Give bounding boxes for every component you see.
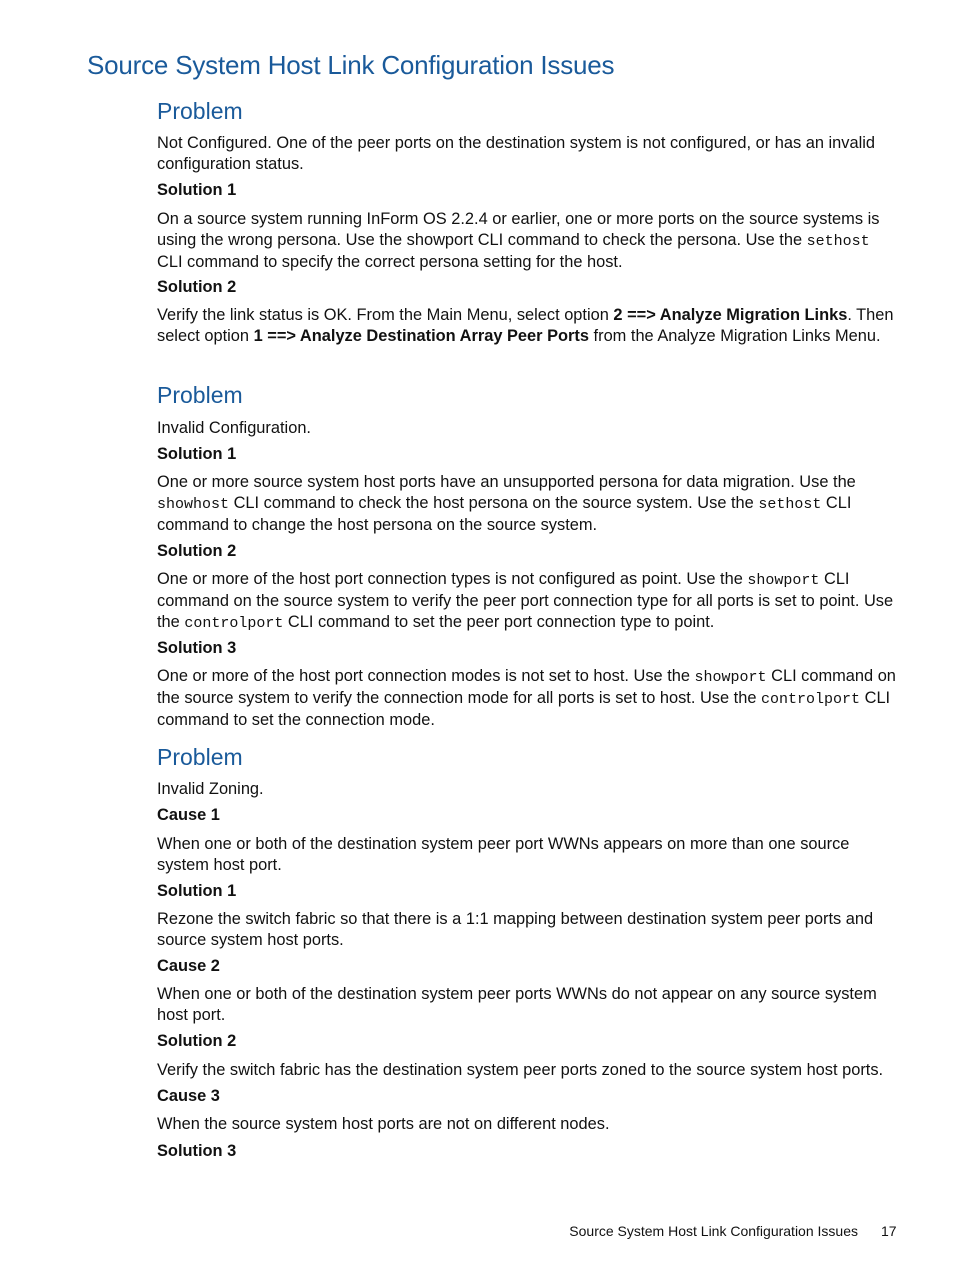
cause-text: When one or both of the destination system peer ports WWNs do not appear on any source system host port. (157, 985, 877, 1024)
footer-running-title: Source System Host Link Configuration Issues (569, 1223, 858, 1239)
solution-label: Solution 3 (157, 1142, 237, 1160)
cli-command: showport (747, 572, 820, 589)
cause-label: Cause 2 (157, 957, 220, 975)
solution-text: One or more of the host port connection modes is not set to host. Use the showport CLI command on the source system to verify the connection mode for all ports is set to host. Use the controlport CLI command to set the connection mode. (157, 667, 896, 729)
solution-text: Verify the switch fabric has the destination system peer ports zoned to the source system host ports. (157, 1061, 884, 1079)
solution-label: Solution 2 (157, 1032, 237, 1050)
solution-text: One or more of the host port connection types is not configured as point. Use the showport CLI command on the source system to verify the peer port connection type for all ports is set to point. Use the controlport CLI command to set the peer port connection type to point. (157, 570, 894, 632)
page-number: 17 (881, 1223, 897, 1239)
solution-text: Rezone the switch fabric so that there is a 1:1 mapping between destination system peer ports and source system host ports. (157, 910, 874, 949)
solution-label: Solution 3 (157, 639, 237, 657)
cli-command: controlport (761, 691, 861, 708)
cause-label: Cause 3 (157, 1087, 220, 1105)
cli-command: sethost (758, 496, 822, 513)
solution-label: Solution 2 (157, 542, 237, 560)
problem-description: Invalid Configuration. (157, 419, 311, 437)
cause-text: When the source system host ports are not on different nodes. (157, 1115, 610, 1133)
problem-description: Not Configured. One of the peer ports on the destination system is not configured, or has an invalid configuration status. (157, 134, 875, 173)
solution-text: One or more source system host ports have an unsupported persona for data migration. Use the showhost CLI command to check the host persona on the source system. Use the sethost CLI command to change the host persona on the source system. (157, 473, 856, 534)
solution-label: Solution 1 (157, 882, 237, 900)
solution-text: On a source system running InForm OS 2.2.4 or earlier, one or more ports on the source systems is using the wrong persona. Use the showport CLI command to check the persona. Use the sethost CLI command to specify the correct persona setting for the host. (157, 210, 880, 271)
problem-description: Invalid Zoning. (157, 780, 264, 798)
problem-heading: Problem (157, 382, 243, 408)
cli-command: sethost (806, 233, 870, 250)
solution-text: Verify the link status is OK. From the Main Menu, select option 2 ==> Analyze Migration Links. Then select option 1 ==> Analyze Destination Array Peer Ports from the Analyze Migration Links Menu. (157, 306, 894, 345)
cli-command: showport (694, 669, 767, 686)
cli-command: showhost (157, 496, 230, 513)
solution-label: Solution 2 (157, 278, 237, 296)
solution-label: Solution 1 (157, 445, 237, 463)
problem-heading: Problem (157, 98, 243, 124)
cause-label: Cause 1 (157, 806, 220, 824)
cause-text: When one or both of the destination system peer port WWNs appears on more than one source system host port. (157, 835, 850, 874)
problem-heading: Problem (157, 744, 243, 770)
solution-label: Solution 1 (157, 181, 237, 199)
page-title: Source System Host Link Configuration Issues (87, 50, 615, 80)
cli-command: controlport (184, 615, 284, 632)
